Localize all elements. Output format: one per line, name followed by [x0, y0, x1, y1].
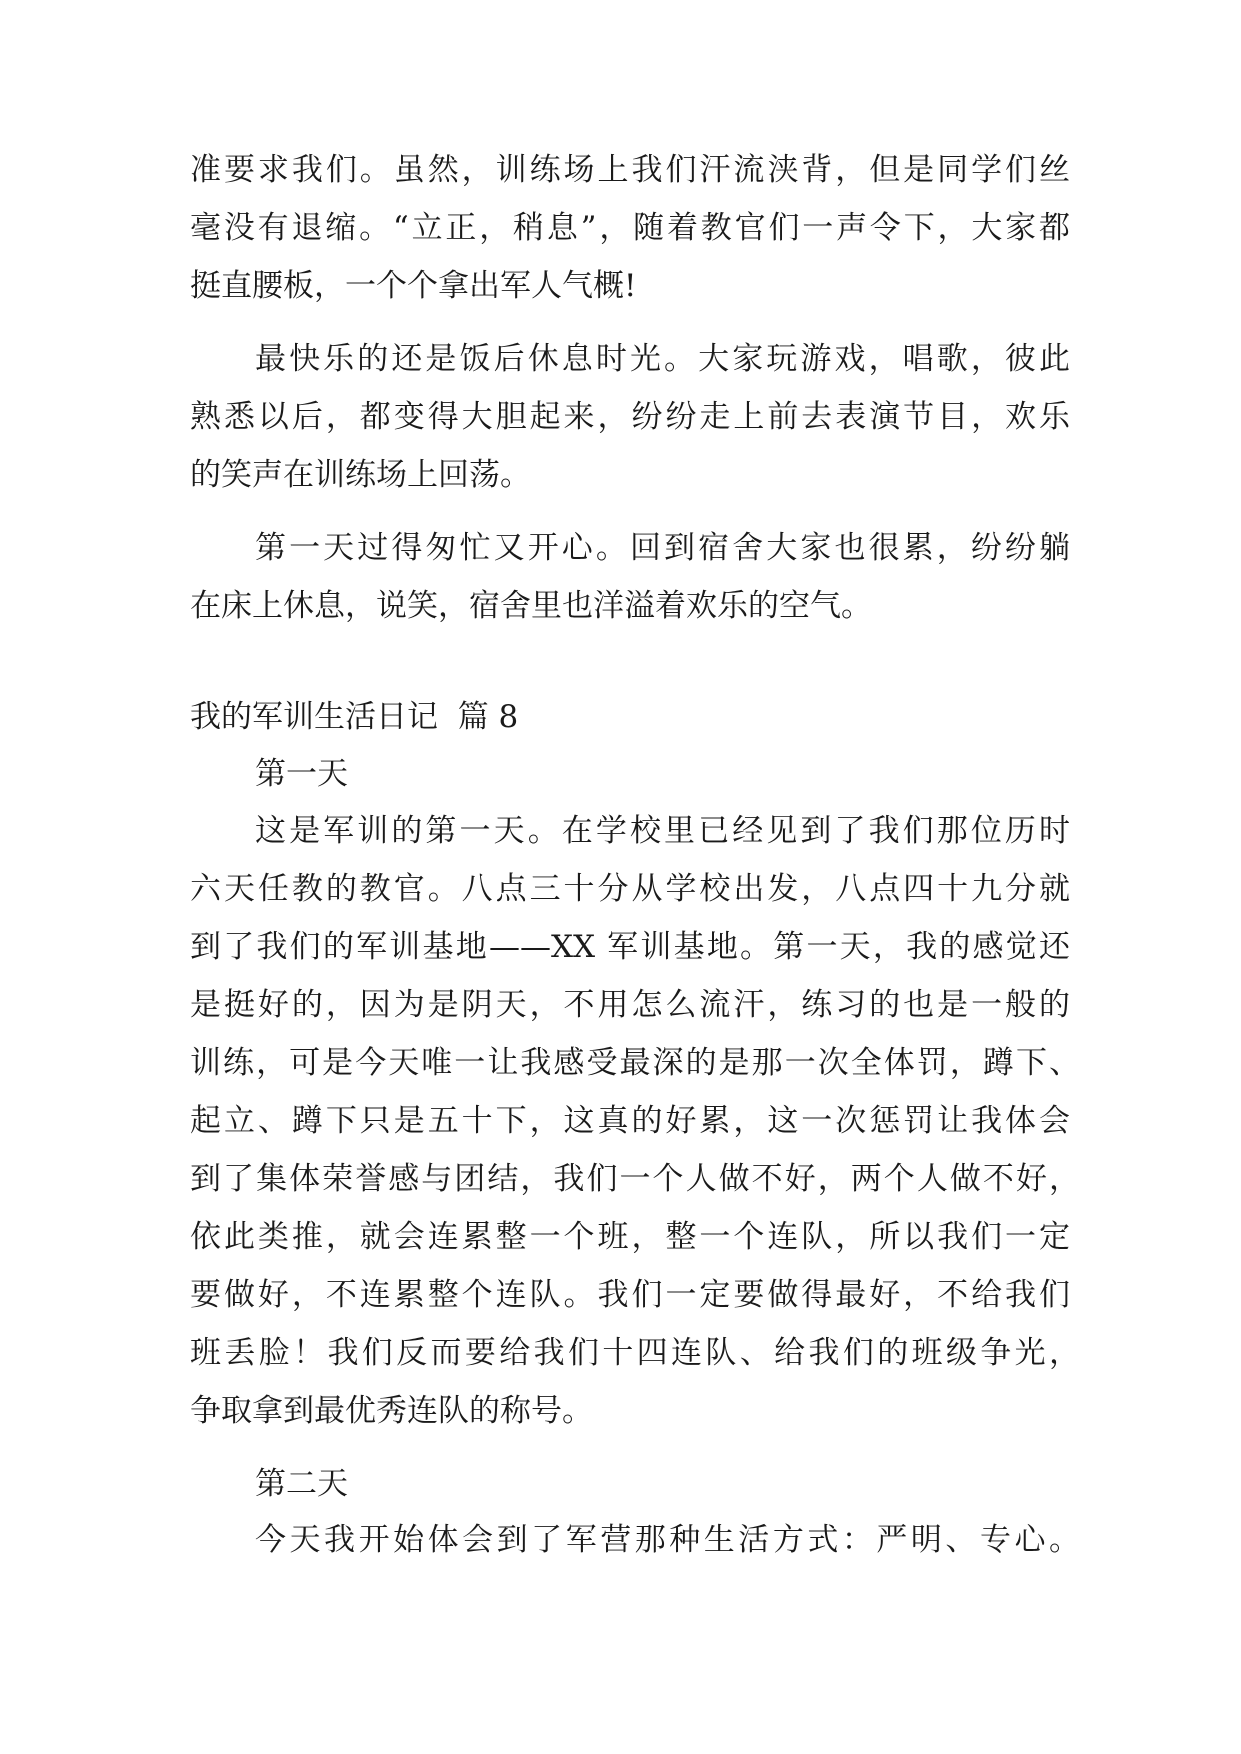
paragraph-1-line-1: 准要求我们。虽然，训练场上我们汗流浃背，但是同学们丝: [190, 152, 1070, 188]
paragraph-3-line-1: 第一天过得匆忙又开心。回到宿舍大家也很累，纷纷躺: [255, 530, 1070, 566]
paragraph-4-line-11: 争取拿到最优秀连队的称号。: [190, 1393, 593, 1429]
day-2-title: 第二天: [255, 1466, 348, 1502]
paragraph-3-line-2: 在床上休息，说笑，宿舍里也洋溢着欢乐的空气。: [190, 588, 872, 624]
paragraph-4-line-4: 是挺好的，因为是阴天，不用怎么流汗，练习的也是一般的: [190, 987, 1070, 1023]
paragraph-5-line-1: 今天我开始体会到了军营那种生活方式：严明、专心。: [255, 1522, 1080, 1558]
paragraph-4-line-6: 起立、蹲下只是五十下，这真的好累，这一次惩罚让我体会: [190, 1103, 1070, 1139]
paragraph-4-line-9: 要做好，不连累整个连队。我们一定要做得最好，不给我们: [190, 1277, 1070, 1313]
paragraph-2-line-1: 最快乐的还是饭后休息时光。大家玩游戏，唱歌，彼此: [255, 341, 1070, 377]
paragraph-2-line-3: 的笑声在训练场上回荡。: [190, 457, 531, 493]
paragraph-4-line-1: 这是军训的第一天。在学校里已经见到了我们那位历时: [255, 813, 1070, 849]
paragraph-2-line-2: 熟悉以后，都变得大胆起来，纷纷走上前去表演节目，欢乐: [190, 399, 1070, 435]
paragraph-4-line-7: 到了集体荣誉感与团结，我们一个人做不好，两个人做不好，: [190, 1161, 1080, 1197]
paragraph-4-line-2: 六天任教的教官。八点三十分从学校出发，八点四十九分就: [190, 871, 1070, 907]
paragraph-1-line-2: 毫没有退缩。“立正，稍息”，随着教官们一声令下，大家都: [190, 210, 1070, 246]
paragraph-4-line-10: 班丢脸！我们反而要给我们十四连队、给我们的班级争光，: [190, 1335, 1080, 1371]
paragraph-4-line-3: 到了我们的军训基地——XX 军训基地。第一天，我的感觉还: [190, 929, 1070, 965]
section-heading: 我的军训生活日记 篇 8: [190, 699, 519, 735]
paragraph-4-line-8: 依此类推，就会连累整一个班，整一个连队，所以我们一定: [190, 1219, 1070, 1255]
paragraph-4-line-5: 训练，可是今天唯一让我感受最深的是那一次全体罚，蹲下、: [190, 1045, 1080, 1081]
day-1-title: 第一天: [255, 756, 348, 792]
paragraph-1-line-3: 挺直腰板，一个个拿出军人气概!: [190, 268, 637, 304]
